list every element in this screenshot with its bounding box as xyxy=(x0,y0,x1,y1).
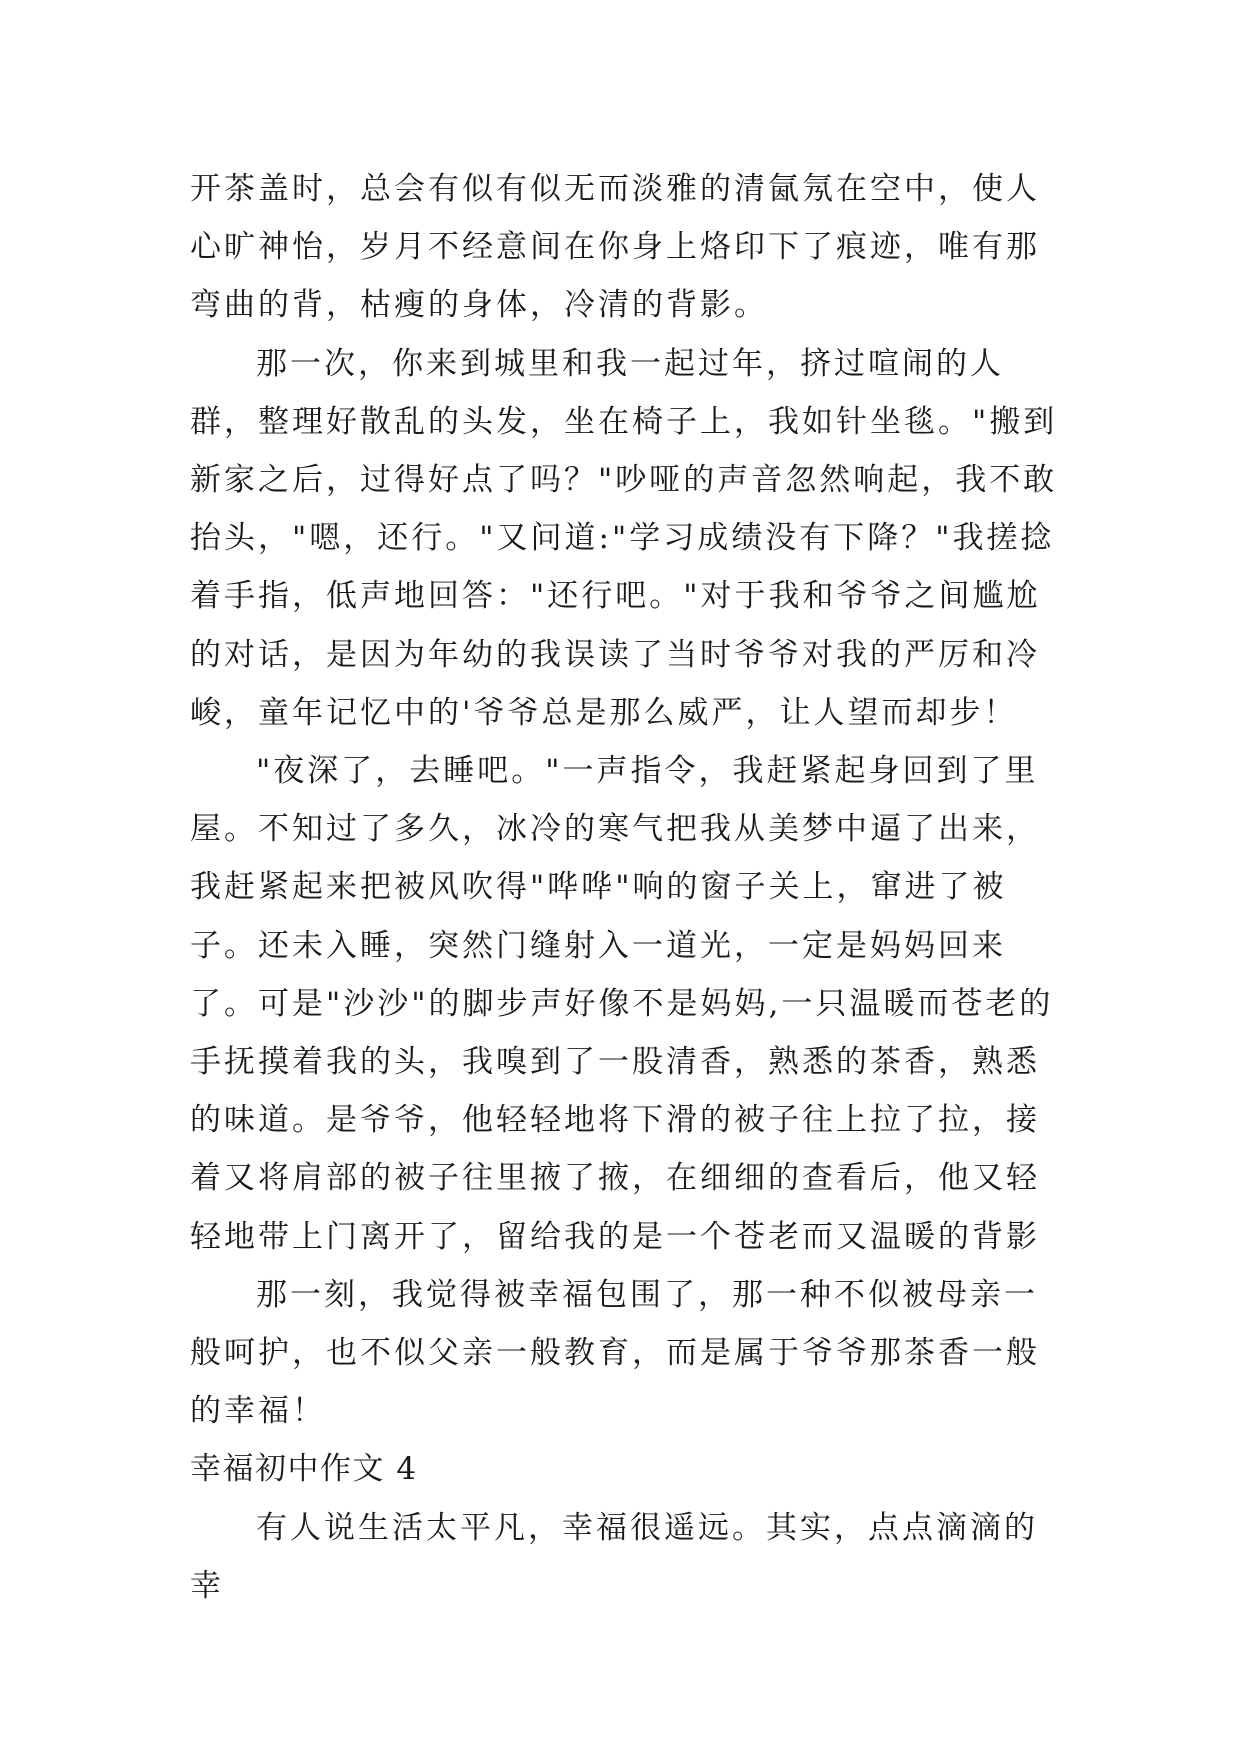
paragraph-essay-start: 有人说生活太平凡，幸福很遥远。其实，点点滴滴的幸 xyxy=(190,1509,1038,1604)
paragraph-continued: 开茶盖时，总会有似有似无而淡雅的清氤氖在空中，使人心旷神怡，岁月不经意间在你身上烙印下了痕迹，唯有那弯曲的背，枯瘦的身体，冷清的背影。 xyxy=(190,171,1040,324)
paragraph-new-year-visit: 那一次，你来到城里和我一起过年，挤过喧闹的人群，整理好散乱的头发，坐在椅子上，我如针坐毯。"搬到新家之后，过得好点了吗？"吵哑的声音忽然响起，我不敢抬头，"嗯，还行。"又问道:"学习成绩没有下降？"我搓捻着手指，低声地回答："还行吧。"对于我和爷爷之间尴尬的对话，是因为年幼的我误读了当时爷爷对我的严厉和冷峻，童年记忆中的'爷爷总是那么威严，让人望而却步！ xyxy=(190,345,1058,731)
paragraph-happiness-feeling: 那一刻，我觉得被幸福包围了，那一种不似被母亲一般呵护，也不似父亲一般教育，而是属于爷爷那茶香一般的幸福！ xyxy=(190,1276,1040,1430)
section-heading: 幸福初中作文 4 xyxy=(190,1451,418,1488)
document-page xyxy=(190,160,1060,1615)
paragraph-night-blanket: "夜深了，去睡吧。"一声指令，我赶紧起身回到了里屋。不知过了多久，冰冷的寒气把我从美梦中逼了出来，我赶紧起来把被风吹得"哗哗"响的窗子关上，窜进了被子。还未入睡，突然门缝射入一道光，一定是妈妈回来了。可是"沙沙"的脚步声好像不是妈妈,一只温暖而苍老的手抚摸着我的头，我嗅到了一股清香，熟悉的茶香，熟悉的味道。是爷爷，他轻轻地将下滑的被子往上拉了拉，接着又将肩部的被子往里掖了掖，在细细的查看后，他又轻轻地带上门离开了，留给我的是一个苍老而又温暖的背影 xyxy=(190,753,1054,1255)
